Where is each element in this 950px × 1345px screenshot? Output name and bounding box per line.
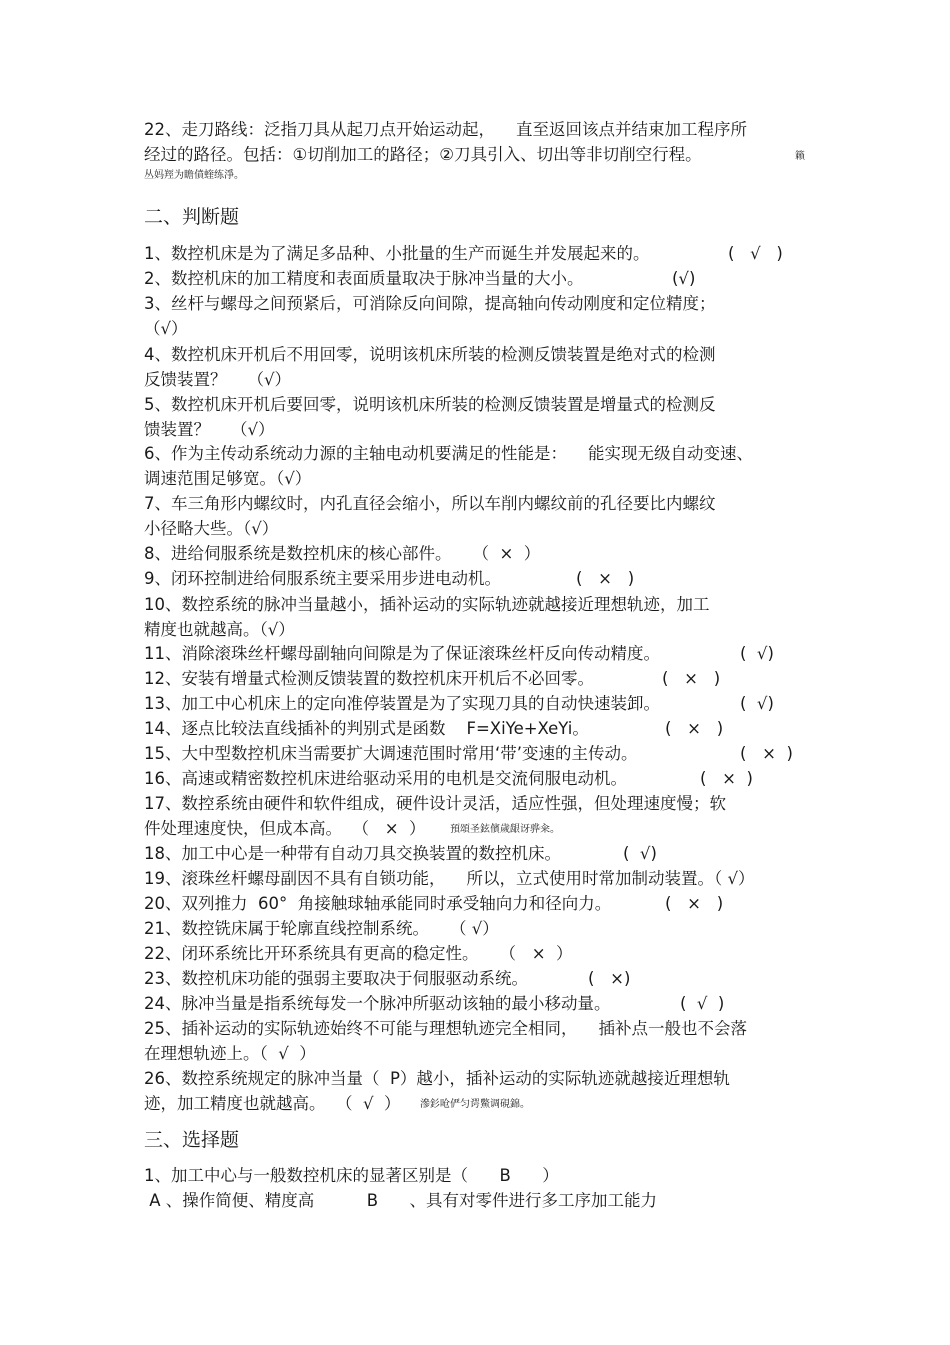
judgement-item-line: 21、数控铣床属于轮廓直线控制系统。 （ √） — [144, 919, 499, 938]
choice-question-1: 1、加工中心与一般数控机床的显著区别是（ B ） — [144, 1166, 559, 1185]
judgement-item-line: 17、数控系统由硬件和软件组成，硬件设计灵活，适应性强，但处理速度慢；软 — [144, 794, 726, 813]
noise-text: 籟 — [795, 151, 805, 162]
judgement-item-line: （√） — [144, 319, 188, 338]
judgement-item-line: 在理想轨迹上。（ √ ） — [144, 1044, 316, 1063]
judgement-item-line: 3、丝杆与螺母之间预紧后，可消除反向间隙，提高轴向传动刚度和定位精度； — [144, 294, 716, 313]
judgement-item-line: 23、数控机床功能的强弱主要取决于伺服驱动系统。 — [144, 969, 528, 988]
judgement-item-line: 19、滚珠丝杆螺母副因不具有自锁功能， 所以，立式使用时常加制动装置。（ √） — [144, 869, 755, 888]
judgement-item-line: 26、数控系统规定的脉冲当量（ P）越小，插补运动的实际轨迹就越接近理想轨 — [144, 1069, 730, 1088]
judgement-item-line: 15、大中型数控机床当需要扩大调速范围时常用‘带’变速的主传动。 — [144, 744, 638, 763]
noise-text: 丛妈羥为瞻僨蝰练淨。 — [144, 170, 244, 181]
intro-line-1: 22、走刀路线：泛指刀具从起刀点开始运动起， 直至返回该点并结束加工程序所 — [144, 120, 747, 139]
judgement-item-line: 6、作为主传动系统动力源的主轴电动机要满足的性能是： 能实现无级自动变速、 — [144, 444, 753, 463]
judgement-item-line: 24、脉冲当量是指系统每发一个脉冲所驱动该轴的最小移动量。 — [144, 994, 611, 1013]
judgement-item-line: 馈装置？ （√） — [144, 420, 275, 439]
intro-line-2: 经过的路径。包括：①切削加工的路径；②刀具引入、切出等非切削空行程。 — [144, 145, 702, 164]
noise-text: 預頌圣鉉儐歲龈讶骅籴。 — [450, 824, 560, 835]
judgement-answer: ( × ) — [700, 769, 753, 788]
judgement-item-line: 16、高速或精密数控机床进给驱动采用的电机是交流伺服电动机。 — [144, 769, 627, 788]
judgement-item-line: 11、消除滚珠丝杆螺母副轴向间隙是为了保证滚珠丝杆反向传动精度。 — [144, 644, 660, 663]
judgement-item-line: 25、插补运动的实际轨迹始终不可能与理想轨迹完全相同， 插补点一般也不会落 — [144, 1019, 747, 1038]
judgement-item-line: 5、数控机床开机后要回零，说明该机床所装的检测反馈装置是增量式的检测反 — [144, 395, 716, 414]
judgement-answer: ( ×) — [588, 969, 631, 988]
judgement-answer: ( × ) — [662, 669, 721, 688]
judgement-item-line: 反馈装置？ （√） — [144, 370, 291, 389]
choice-question-1-options: A 、操作简便、精度高 B 、具有对零件进行多工序加工能力 — [144, 1191, 658, 1210]
judgement-item-line: 精度也就越高。（√） — [144, 620, 295, 639]
judgement-answer: ( √) — [623, 844, 657, 863]
judgement-item-line: 8、进给伺服系统是数控机床的核心部件。 （ × ） — [144, 544, 541, 563]
judgement-item-line: 13、加工中心机床上的定向准停装置是为了实现刀具的自动快速装卸。 — [144, 694, 660, 713]
judgement-answer: ( × ) — [665, 894, 724, 913]
judgement-answer: (√) — [672, 269, 696, 288]
judgement-item-line: 14、逐点比较法直线插补的判别式是函数 F=XiYe+XeYi。 — [144, 719, 589, 738]
judgement-item-line: 12、安装有增量式检测反馈装置的数控机床开机后不必回零。 — [144, 669, 594, 688]
judgement-item-line: 10、数控系统的脉冲当量越小，插补运动的实际轨迹就越接近理想轨迹，加工 — [144, 595, 710, 614]
judgement-answer: ( √) — [740, 694, 774, 713]
judgement-item-line: 9、闭环控制进给伺服系统主要采用步进电动机。 — [144, 569, 501, 588]
judgement-item-line: 4、数控机床开机后不用回零，说明该机床所装的检测反馈装置是绝对式的检测 — [144, 345, 716, 364]
judgement-answer: ( √ ) — [680, 994, 725, 1013]
section-heading-judgement: 二、判断题 — [144, 206, 240, 228]
judgement-item-line: 小径略大些。（√） — [144, 519, 279, 538]
judgement-item-line: 20、双列推力 60° 角接触球轴承能同时承受轴向力和径向力。 — [144, 894, 612, 913]
judgement-answer: ( × ) — [740, 744, 793, 763]
judgement-item-line: 7、车三角形内螺纹时，内孔直径会缩小，所以车削内螺纹前的孔径要比内螺纹 — [144, 494, 716, 513]
judgement-answer: ( √ ) — [728, 244, 783, 263]
judgement-item-line: 22、闭环系统比开环系统具有更高的稳定性。 （ × ） — [144, 944, 573, 963]
judgement-item-line: 迹，加工精度也就越高。 （ √ ） — [144, 1094, 401, 1113]
judgement-answer: ( × ) — [665, 719, 724, 738]
judgement-item-line: 调速范围足够宽。（√） — [144, 469, 312, 488]
judgement-answer: ( √) — [740, 644, 774, 663]
judgement-answer: ( × ) — [576, 569, 635, 588]
section-heading-choice: 三、选择题 — [144, 1129, 240, 1151]
noise-text: 滲釤呛俨匀谔鱉调硯錦。 — [420, 1099, 530, 1110]
judgement-item-line: 2、数控机床的加工精度和表面质量取决于脉冲当量的大小。 — [144, 269, 584, 288]
judgement-item-line: 件处理速度快，但成本高。 （ × ） — [144, 819, 426, 838]
judgement-item-line: 18、加工中心是一种带有自动刀具交换装置的数控机床。 — [144, 844, 561, 863]
judgement-item-line: 1、数控机床是为了满足多品种、小批量的生产而诞生并发展起来的。 — [144, 244, 650, 263]
